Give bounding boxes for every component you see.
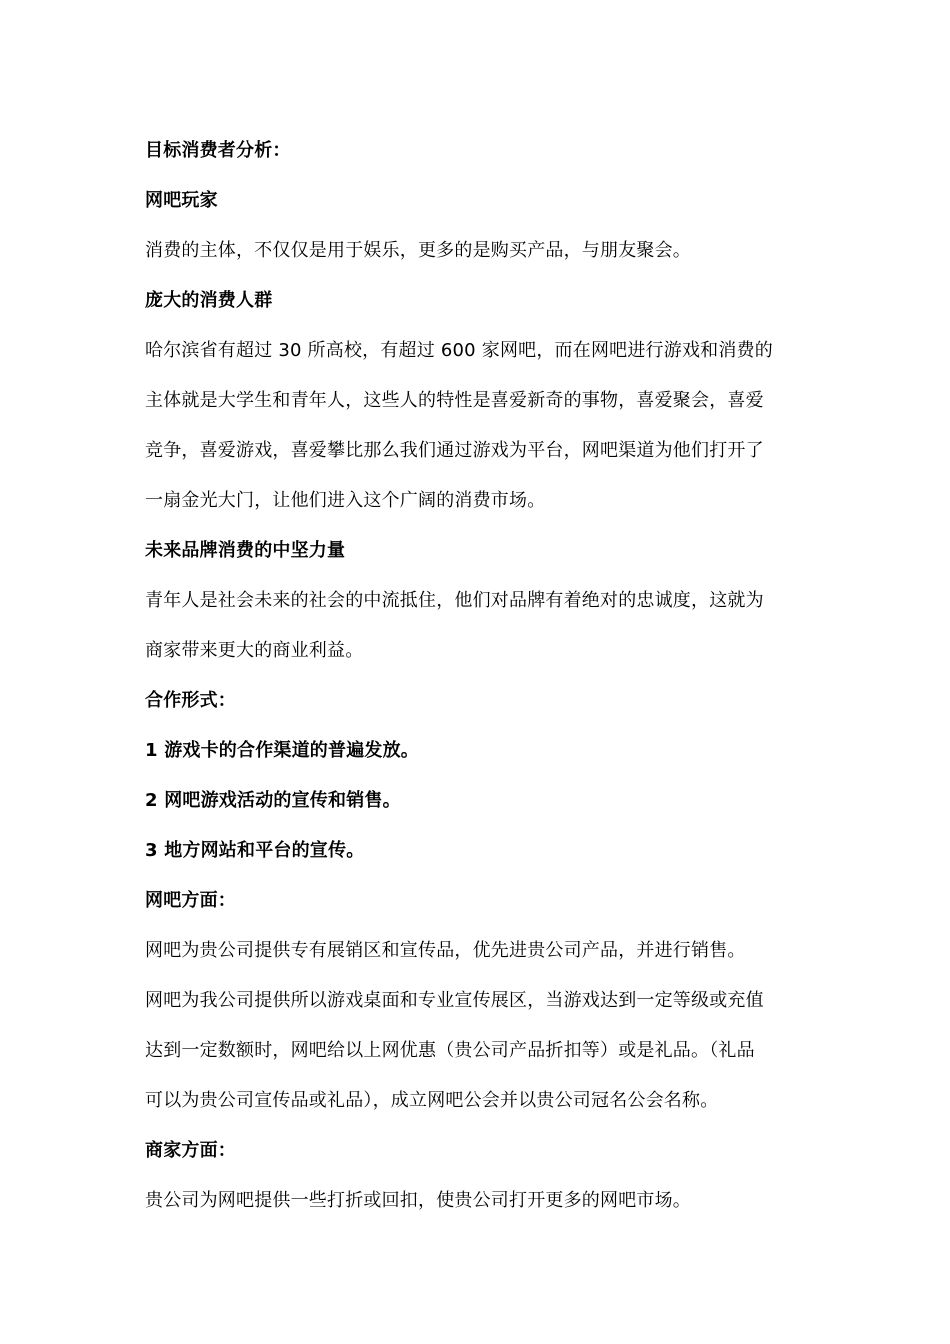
- cooperation-item: 1 游戏卡的合作渠道的普遍发放。: [145, 740, 419, 761]
- paragraph-line: 可以为贵公司宣传品或礼品），成立网吧公会并以贵公司冠名公会名称。: [145, 1090, 719, 1111]
- paragraph-line: 主体就是大学生和青年人，这些人的特性是喜爱新奇的事物，喜爱聚会，喜爱: [145, 390, 764, 411]
- merchant-side-heading: 商家方面：: [145, 1140, 236, 1161]
- cooperation-heading: 合作形式：: [145, 690, 236, 711]
- netbar-side-paragraph-1: 网吧为贵公司提供专有展销区和宣传品，优先进贵公司产品，并进行销售。: [145, 940, 746, 961]
- netbar-players-text: 消费的主体，不仅仅是用于娱乐，更多的是购买产品，与朋友聚会。: [145, 240, 691, 261]
- paragraph-line: 青年人是社会未来的社会的中流抵住，他们对品牌有着绝对的忠诚度，这就为: [145, 590, 764, 611]
- paragraph-line: 竞争，喜爱游戏，喜爱攀比那么我们通过游戏为平台，网吧渠道为他们打开了: [145, 440, 764, 461]
- merchant-side-text: 贵公司为网吧提供一些打折或回扣，使贵公司打开更多的网吧市场。: [145, 1190, 691, 1211]
- paragraph-line: 达到一定数额时，网吧给以上网优惠（贵公司产品折扣等）或是礼品。（礼品: [145, 1040, 755, 1061]
- netbar-side-paragraph-2: [145, 976, 810, 1126]
- large-group-paragraph: [145, 326, 810, 526]
- cooperation-item: 2 网吧游戏活动的宣传和销售。: [145, 790, 401, 811]
- future-force-paragraph: [145, 576, 810, 676]
- cooperation-item: 3 地方网站和平台的宣传。: [145, 840, 365, 861]
- future-force-heading: 未来品牌消费的中坚力量: [145, 540, 346, 561]
- paragraph-line: 一扇金光大门，让他们进入这个广阔的消费市场。: [145, 490, 546, 511]
- large-group-heading: 庞大的消费人群: [145, 290, 273, 311]
- netbar-players-heading: 网吧玩家: [145, 190, 218, 211]
- netbar-side-heading: 网吧方面：: [145, 890, 236, 911]
- paragraph-line: 哈尔滨省有超过 30 所高校，有超过 600 家网吧，而在网吧进行游戏和消费的: [145, 340, 773, 361]
- document-page: [145, 126, 810, 1226]
- paragraph-line: 商家带来更大的商业利益。: [145, 640, 364, 661]
- target-consumer-title: 目标消费者分析：: [145, 140, 291, 161]
- paragraph-line: 网吧为我公司提供所以游戏桌面和专业宣传展区，当游戏达到一定等级或充值: [145, 990, 764, 1011]
